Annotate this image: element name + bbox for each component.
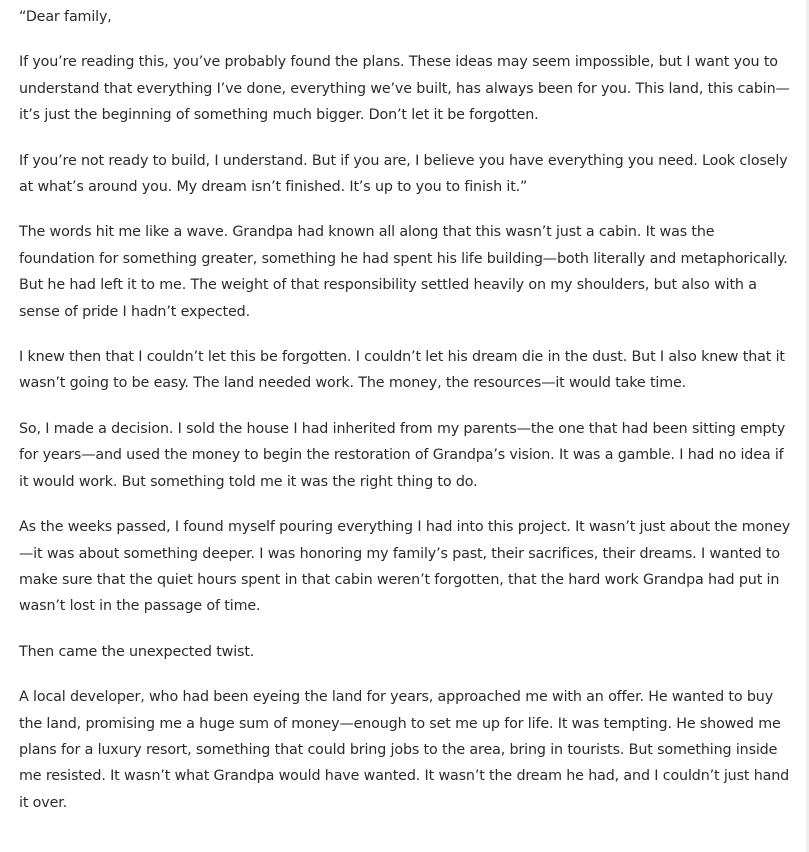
paragraph: So, I made a decision. I sold the house I had inherited from my parents—the one that had been sitting empty for years—and used the money to begin the restoration of Grandpa’s vision. It was a gamble. I had no idea if it would work. But something told me it was the right thing to do. bbox=[19, 420, 786, 490]
paragraph: If you’re reading this, you’ve probably found the plans. These ideas may seem impossible, but I want you to understand that everything I’ve done, everything we’ve built, has always been for you. This land, this cabin—it’s just the beginning of something much bigger. Don’t let it be forgotten. bbox=[19, 54, 790, 124]
paragraph: As the weeks passed, I found myself pouring everything I had into this project. It wasn’t just about the money—it was about something deeper. I was honoring my family’s past, their sacrifices, their dreams. I wanted to make sure that the quiet hours spent in that cabin weren’t forgotten, that the hard work Grandpa had put in wasn’t lost in the passage of time. bbox=[19, 519, 791, 615]
paragraph: If you’re not ready to build, I understand. But if you are, I believe you have everything you need. Look closely at what’s around you. My dream isn’t finished. It’s up to you to finish it.” bbox=[19, 152, 788, 196]
story-text bbox=[19, 4, 791, 816]
paragraph: Then came the unexpected twist. bbox=[19, 643, 255, 660]
paragraph: I knew then that I couldn’t let this be forgotten. I couldn’t let his dream die in the dust. But I also knew that it wasn’t going to be easy. The land needed work. The money, the resources—it would take time. bbox=[19, 349, 785, 392]
paragraph: The words hit me like a wave. Grandpa had known all along that this wasn’t just a cabin. It was the foundation for something greater, something he had spent his life building—both literally and metaphorically. But he had left it to me. The weight of that responsibility settled heavily on my shoulders, but also with a sense of pride I hadn’t expected. bbox=[19, 224, 788, 320]
paragraph-salutation: “Dear family, bbox=[19, 9, 112, 25]
paragraph: A local developer, who had been eyeing the land for years, approached me with an offer. He wanted to buy the land, promising me a huge sum of money—enough to set me up for life. It was tempting. He showed me plans for a luxury resort, something that could bring jobs to the area, bring in tourists. But something inside me resisted. It wasn’t what Grandpa would have wanted. It wasn’t the dream he had, and I couldn’t just hand it over. bbox=[19, 689, 790, 811]
